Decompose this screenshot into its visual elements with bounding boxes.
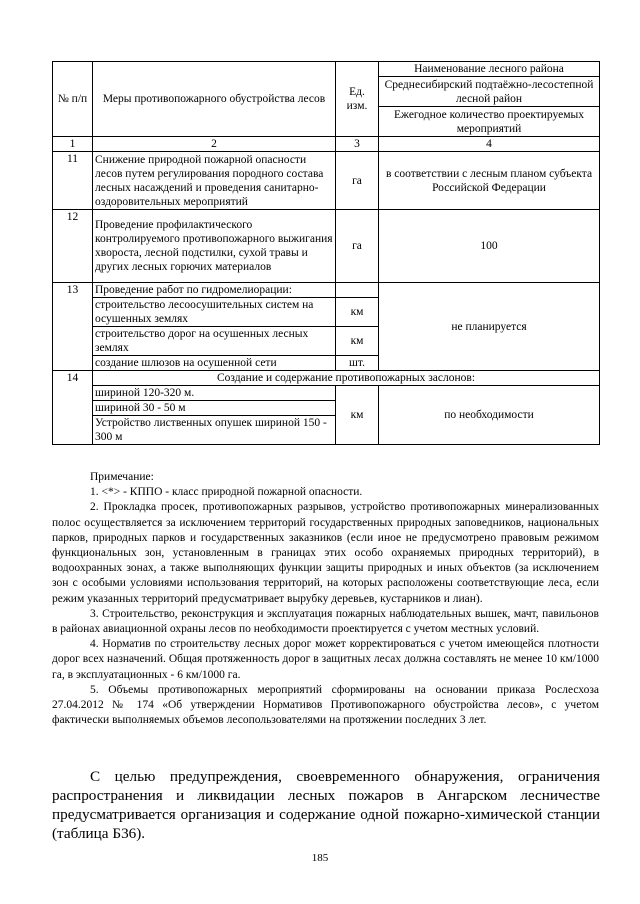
header-num: № п/п [53, 62, 93, 137]
header-region-name: Среднесибирский подтаёжно-лесостепной лесной район [379, 77, 600, 107]
col-number-2: 2 [93, 137, 336, 152]
row12-text: Проведение профилактического контролируемого противопожарного выжигания хворостa, лесной подстилки, сухой травы и других лесных горючих материалов [93, 210, 336, 283]
notes-heading: Примечание: [90, 471, 154, 483]
row11-value: в соответствии с лесным планом субъекта Российской Федерации [379, 152, 600, 210]
col-number-4: 4 [379, 137, 600, 152]
row14-unit: км [336, 386, 379, 445]
fire-measures-table [52, 61, 600, 445]
header-annual: Ежегодное количество проектируемых мероприятий [379, 107, 600, 137]
row11-unit: га [336, 152, 379, 210]
header-region-title: Наименование лесного района [379, 62, 600, 77]
row14-num: 14 [53, 371, 93, 445]
header-unit: Ед. изм. [336, 62, 379, 137]
row12-value: 100 [379, 210, 600, 283]
row13-sub2: строительство дорог на осушенных лесных землях [93, 327, 336, 356]
row11-text: Снижение природной пожарной опасности лесов путем регулирования породного состава лесных насаждений и проведения санитарно-оздоровительных мероприятий [93, 152, 336, 210]
note-5: 5. Объемы противопожарных мероприятий сформированы на основании приказа Рослесхоза 27.04.2012 № 174 «Об утверждении Нормативов Противопожарного обустройства лесов», с учетом фактически выполняемых объемов лесопользователями на протяжении последних 3 лет. [52, 683, 599, 727]
note-1: 1. <*> - КППО - класс природной пожарной опасности. [90, 486, 363, 499]
row14-sub3: Устройство лиственных опушек шириной 150 - 300 м [93, 416, 336, 445]
row13-sub3-unit: шт. [336, 356, 379, 371]
note-4: 4. Норматив по строительству лесных дорог может корректироваться с учетом имеющейся плотности дорог всех назначений. Общая протяженность дорог в защитных лесах должна составлять не менее 10 км/1000 га, в эксплуатационных - 6 км/1000 га. [52, 638, 599, 681]
row12-num: 12 [53, 210, 93, 283]
row14-sub1: шириной 120-320 м. [93, 386, 336, 401]
row14-value: по необходимости [379, 386, 600, 445]
row13-sub1-unit: км [336, 298, 379, 327]
row14-title: Создание и содержание противопожарных заслонов: [93, 371, 600, 386]
page-number: 185 [311, 852, 329, 864]
note-2: 2. Прокладка просек, противопожарных разрывов, устройство противопожарных минерализованных полос осуществляется за исключением территорий государственных природных заповедников, национальных парков, природных парков и государственных заказников (если иное не предусмотрено правовым режимом функциональных зон, установленным в границах этих особо охраняемых природных территорий), в водоохранных зонах, а также выполняющих функции защиты природных и иных объектов (за исключением зон с особыми условиями использования территорий, на которых расположены соответствующие леса, если режим указанных территорий предусматривает вырубку деревьев, кустарников и лиан). [52, 501, 599, 605]
col-number-3: 3 [336, 137, 379, 152]
row13-value: не планируется [379, 283, 600, 371]
note-3: 3. Строительство, реконструкция и эксплуатация пожарных наблюдательных вышек, мачт, павильонов в районах авиационной охраны лесов по необходимости проектируется с учетом местных условий. [52, 607, 599, 636]
row14-sub2: шириной 30 - 50 м [93, 401, 336, 416]
row13-unit-blank [336, 283, 379, 298]
row13-sub2-unit: км [336, 327, 379, 356]
notes-section [52, 470, 599, 728]
row12-unit: га [336, 210, 379, 283]
row13-sub1: строительство лесоосушительных систем на осушенных землях [93, 298, 336, 327]
col-number-1: 1 [53, 137, 93, 152]
row11-num: 11 [53, 152, 93, 210]
row13-sub3: создание шлюзов на осушенной сети [93, 356, 336, 371]
row13-num: 13 [53, 283, 93, 371]
header-measures: Меры противопожарного обустройства лесов [93, 62, 336, 137]
row13-title: Проведение работ по гидромелиорации: [93, 283, 336, 298]
lead-paragraph: С целью предупреждения, своевременного обнаружения, ограничения распространения и ликвидации лесных пожаров в Ангарском лесничестве предусматривается организация и содержание одной пожарно-химической станции (таблица Б36). [52, 768, 600, 842]
